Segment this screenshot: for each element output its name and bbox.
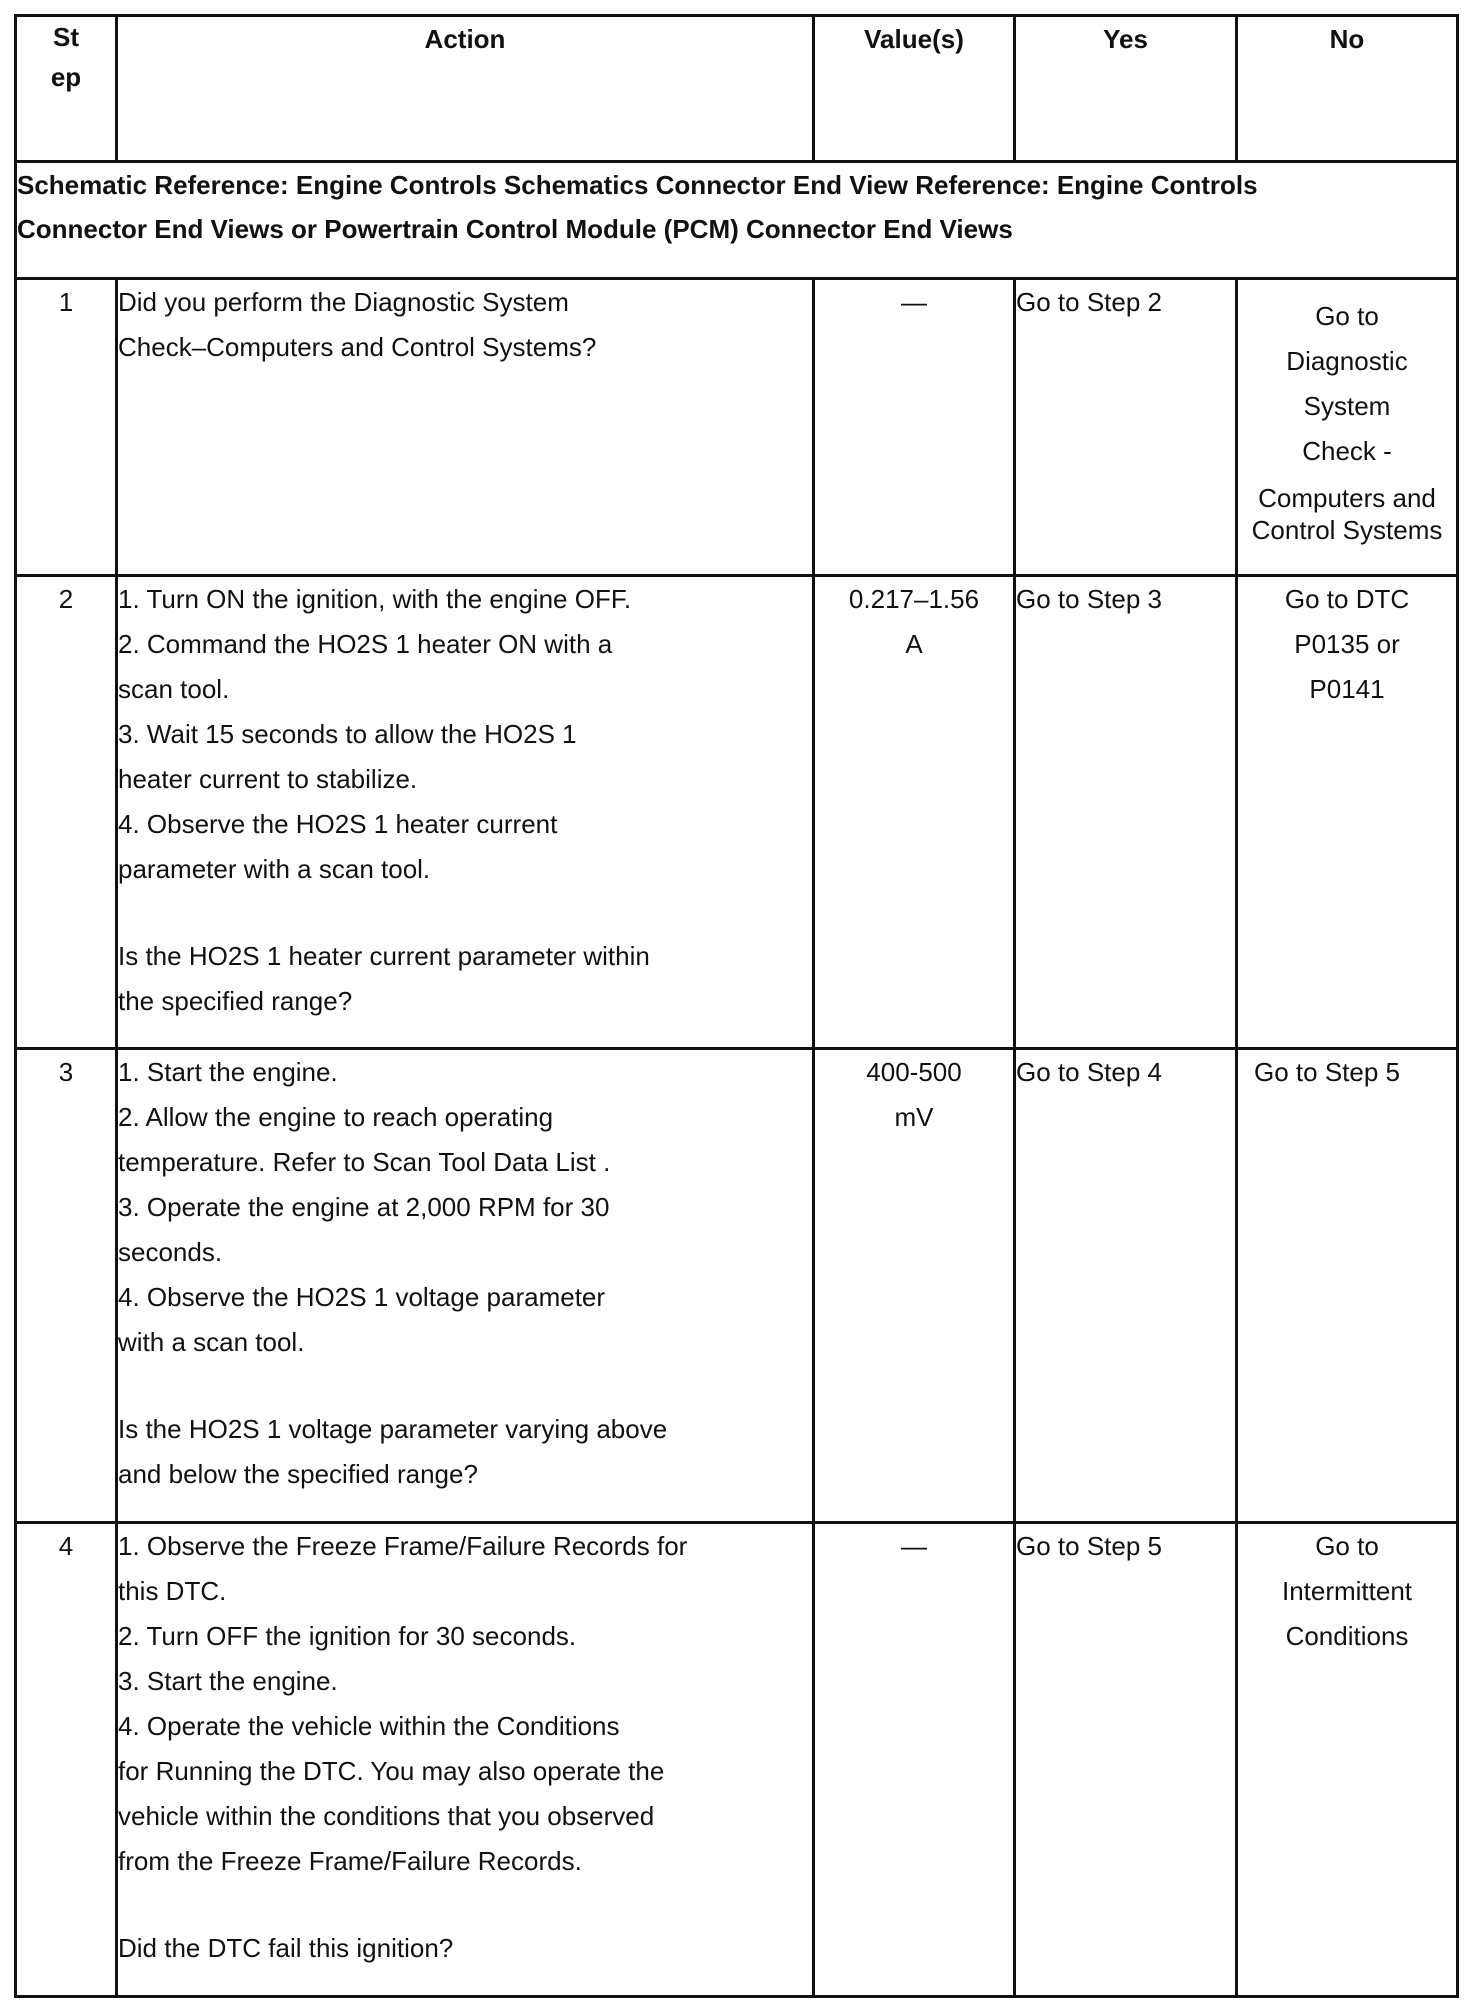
action-line: temperature. Refer to Scan Tool Data List . <box>118 1147 611 1177</box>
step-action <box>117 576 814 1049</box>
step-number: 2 <box>16 576 117 1049</box>
action-line: 3. Start the engine. <box>118 1666 338 1696</box>
step-value <box>814 279 1015 576</box>
action-line: 1. Start the engine. <box>118 1057 338 1087</box>
action-line: from the Freeze Frame/Failure Records. <box>118 1846 582 1876</box>
step-action <box>117 1049 814 1523</box>
step-row-3 <box>16 1049 1458 1523</box>
action-line: 2. Command the HO2S 1 heater ON with a <box>118 629 613 659</box>
action-line: 4. Observe the HO2S 1 heater current <box>118 809 558 839</box>
header-action: Action <box>117 16 814 162</box>
action-line: 4. Operate the vehicle within the Conditions <box>118 1711 620 1741</box>
step-row-4 <box>16 1523 1458 1997</box>
step-no <box>1237 576 1458 1049</box>
step-no <box>1237 1523 1458 1997</box>
step-no <box>1237 1049 1458 1523</box>
spacer <box>118 1365 812 1407</box>
step-action <box>117 1523 814 1997</box>
value-line: — <box>901 287 927 317</box>
header-values: Value(s) <box>814 16 1015 162</box>
header-no: No <box>1237 16 1458 162</box>
no-line: Control Systems <box>1251 515 1443 545</box>
no-line: Computers and <box>1258 483 1436 513</box>
question-line: Did the DTC fail this ignition? <box>118 1933 454 1963</box>
step-yes: Go to Step 2 <box>1015 279 1237 576</box>
action-line: 3. Wait 15 seconds to allow the HO2S 1 <box>118 719 577 749</box>
value-line: mV <box>894 1102 934 1132</box>
action-line: heater current to stabilize. <box>118 764 418 794</box>
reference-line-1: Schematic Reference: Engine Controls Schematics Connector End View Reference: Engine Controls <box>17 170 1258 200</box>
action-line: 2. Turn OFF the ignition for 30 seconds. <box>118 1621 577 1651</box>
action-line: 1. Turn ON the ignition, with the engine OFF. <box>118 584 632 614</box>
value-line: A <box>905 629 923 659</box>
no-line: Go to <box>1315 1531 1379 1561</box>
step-value <box>814 576 1015 1049</box>
header-step <box>16 16 117 162</box>
step-yes: Go to Step 3 <box>1015 576 1237 1049</box>
spacer <box>118 1884 812 1926</box>
no-line: Go to Step 5 <box>1254 1057 1400 1087</box>
reference-line-2: Connector End Views or Powertrain Control Module (PCM) Connector End Views <box>17 214 1013 244</box>
step-row-1 <box>16 279 1458 576</box>
question-line: Is the HO2S 1 heater current parameter within <box>118 941 650 971</box>
no-line: Diagnostic <box>1286 346 1408 376</box>
action-line: this DTC. <box>118 1576 227 1606</box>
header-yes: Yes <box>1015 16 1237 162</box>
step-number: 1 <box>16 279 117 576</box>
value-line: — <box>901 1531 927 1561</box>
step-yes: Go to Step 4 <box>1015 1049 1237 1523</box>
value-line: 0.217–1.56 <box>848 584 980 614</box>
action-line: for Running the DTC. You may also operate the <box>118 1756 665 1786</box>
no-line: Check - <box>1302 436 1392 466</box>
step-number: 4 <box>16 1523 117 1997</box>
step-value <box>814 1049 1015 1523</box>
no-line: P0141 <box>1309 674 1385 704</box>
action-line: 3. Operate the engine at 2,000 RPM for 30 <box>118 1192 610 1222</box>
header-row <box>16 16 1458 162</box>
question-line: the specified range? <box>118 986 353 1016</box>
step-yes: Go to Step 5 <box>1015 1523 1237 1997</box>
step-no <box>1237 279 1458 576</box>
action-line: scan tool. <box>118 674 230 704</box>
action-line: Did you perform the Diagnostic System <box>118 287 569 317</box>
reference-row <box>16 162 1458 279</box>
diagnostic-table <box>14 14 1459 1998</box>
action-line: 4. Observe the HO2S 1 voltage parameter <box>118 1282 606 1312</box>
step-value <box>814 1523 1015 1997</box>
step-number: 3 <box>16 1049 117 1523</box>
action-line: 2. Allow the engine to reach operating <box>118 1102 554 1132</box>
step-action <box>117 279 814 576</box>
action-line: seconds. <box>118 1237 223 1267</box>
spacer <box>118 892 812 934</box>
action-line: with a scan tool. <box>118 1327 305 1357</box>
no-line: System <box>1303 391 1391 421</box>
action-line: 1. Observe the Freeze Frame/Failure Records for <box>118 1531 688 1561</box>
no-line: Go to <box>1315 301 1379 331</box>
action-line: Check–Computers and Control Systems? <box>118 332 597 362</box>
value-line: 400-500 <box>866 1057 962 1087</box>
no-line: Go to DTC <box>1284 584 1410 614</box>
schematic-reference <box>16 162 1458 279</box>
header-step-line-2: ep <box>50 62 82 92</box>
header-step-line-1: St <box>53 22 79 52</box>
no-line: Intermittent <box>1281 1576 1413 1606</box>
question-line: Is the HO2S 1 voltage parameter varying above <box>118 1414 668 1444</box>
action-line: parameter with a scan tool. <box>118 854 431 884</box>
no-line: P0135 or <box>1294 629 1400 659</box>
step-row-2 <box>16 576 1458 1049</box>
question-line: and below the specified range? <box>118 1459 478 1489</box>
action-line: vehicle within the conditions that you observed <box>118 1801 655 1831</box>
no-line: Conditions <box>1285 1621 1409 1651</box>
